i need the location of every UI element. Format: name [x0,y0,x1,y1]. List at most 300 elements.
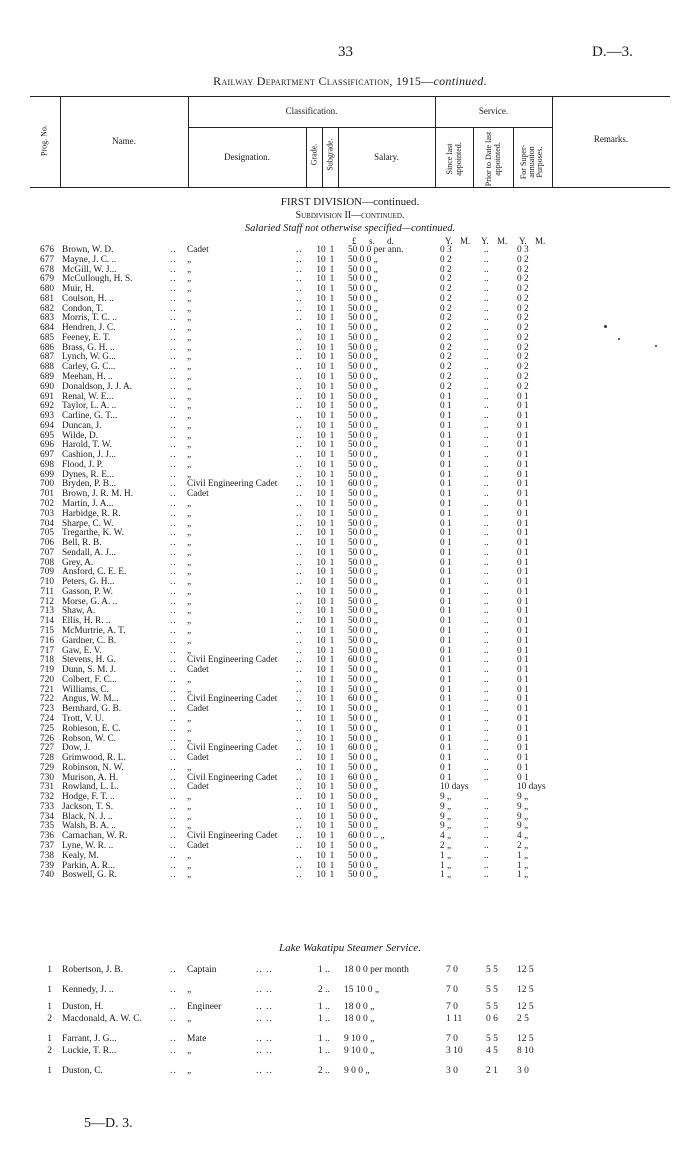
cell-des: „ [187,577,192,588]
cell-sal: 60 0 0 „ [348,694,378,705]
leader-dots: .. [170,1046,177,1056]
cell-no: 1 [47,1066,52,1076]
cell-s: 1 [329,723,335,734]
cell-g: 10 [316,489,326,500]
cell-sl: 9 „ [440,792,452,803]
cell-s: 1 [329,518,335,529]
cell-no: 698 [40,459,54,470]
cell-s: 1 [329,635,335,646]
leader-dots: .. [296,821,303,832]
cell-sa: 1 „ [517,870,529,881]
cell-name: Brown, J. R. M. H. [62,489,134,500]
cell-dt: .. [484,254,489,265]
leader-dots: .. [170,479,177,490]
cell-name: Peters, G. H... [62,577,115,588]
table-row [0,964,700,976]
cell-name: Lynch, W. G... [62,352,116,363]
cell-sal: 50 0 0 „ [348,538,378,549]
cell-name: Ellis, H. R. .. [62,616,111,627]
cell-dt: .. [484,655,489,666]
cell-sa: 3 0 [517,1066,529,1076]
cell-s: 1 [329,616,335,627]
cell-sal: 60 0 0 .. „ [348,831,385,842]
leader-dots: .. [296,469,303,480]
cell-dt: .. [484,479,489,490]
cell-des: Engineer [187,1002,222,1012]
cell-no: 718 [40,655,54,666]
cell-des: „ [187,1014,192,1024]
cell-no: 740 [40,870,54,881]
cell-dt: .. [484,489,489,500]
leader-dots: .. [170,733,177,744]
cell-sa: 0 1 [517,440,529,451]
leader-dots: .. [170,362,177,373]
cell-s: 1 [329,772,335,783]
cell-g: 10 [316,850,326,861]
leader-dots: .. [170,1002,177,1012]
cell-no: 696 [40,440,54,451]
cell-dt: .. [484,538,489,549]
cell-name: Duston, C. [62,1066,103,1076]
cell-s: 1 [329,811,335,822]
cell-name: Grimwood, R. L. [62,753,126,764]
cell-no: 711 [40,586,54,597]
cell-no: 691 [40,391,54,402]
cell-des: „ [187,538,192,549]
cell-sl: 0 1 [440,635,452,646]
cell-des: „ [187,1066,192,1076]
cell-name: Ansford, C. E. E. [62,567,127,578]
cell-sa: 0 1 [517,479,529,490]
cell-sa: 12 5 [517,965,534,975]
leader-dots: .. [170,840,177,851]
cell-dt: .. [484,743,489,754]
cell-g: 10 [316,557,326,568]
cell-sl: 0 2 [440,284,452,295]
cell-sl: 0 1 [440,459,452,470]
cell-s: 1 [329,626,335,637]
leader-dots: .. [170,469,177,480]
leader-dots: .. [170,965,177,975]
cell-dt: .. [484,332,489,343]
cell-no: 1 [47,965,52,975]
cell-des: „ [187,596,192,607]
cell-sal: 50 0 0 „ [348,489,378,500]
cell-dt: .. [484,577,489,588]
leader-dots: .. [296,723,303,734]
cell-dt: .. [484,665,489,676]
table-row [0,1065,700,1077]
cell-sa: 0 2 [517,264,529,275]
leader-dots: .. [296,831,303,842]
cell-sa: 0 1 [517,606,529,617]
cell-sl: 0 1 [440,577,452,588]
cell-des: „ [187,518,192,529]
cell-no: 709 [40,567,54,578]
leader-dots: .. [170,303,177,314]
cell-sal: 50 0 0 „ [348,391,378,402]
leader-dots: .. [296,440,303,451]
table-row [0,803,700,813]
cell-sl: 0 1 [440,665,452,676]
leader-dots: .. [296,606,303,617]
print-speck [618,338,620,340]
leader-dots: .. [296,332,303,343]
cell-g: 10 [316,762,326,773]
cell-sa: 0 1 [517,645,529,656]
cell-g: 10 [316,674,326,685]
cell-s: 1 [329,264,335,275]
cell-dt: .. [484,811,489,822]
leader-dots: .. .. [256,1034,273,1044]
leader-dots: .. [296,303,303,314]
cell-sal: 50 0 0 „ [348,332,378,343]
leader-dots: .. [170,860,177,871]
leader-dots: .. [170,293,177,304]
cell-g: 10 [316,274,326,285]
leader-dots: .. [170,342,177,353]
cell-sal: 50 0 0 „ [348,733,378,744]
cell-sl: 2 „ [440,840,452,851]
table-row [0,1033,700,1045]
cell-dt: .. [484,704,489,715]
cell-name: Gardner, C. B. [62,635,117,646]
cell-sl: 0 1 [440,753,452,764]
unit-y3: Y. [519,236,527,246]
cell-sl: 7 0 [446,1034,458,1044]
cell-dt: .. [484,450,489,461]
unit-m1: M. [460,236,471,246]
cell-des: „ [187,284,192,295]
leader-dots: .. [170,274,177,285]
cell-sl: 0 1 [440,596,452,607]
leader-dots: .. [170,645,177,656]
cell-sa: 0 2 [517,372,529,382]
cell-sl: 0 1 [440,694,452,705]
cell-g: 10 [316,577,326,588]
cell-sal: 15 10 0 „ [344,985,380,995]
cell-s: 1 [329,381,335,392]
cell-des: „ [187,430,192,441]
cell-dt: .. [484,430,489,441]
cell-des: „ [187,381,192,392]
cell-no: 676 [40,245,54,255]
cell-s: 1 [329,332,335,343]
cell-dt: .. [484,547,489,558]
cell-des: „ [187,499,192,510]
cell-g: 2 .. [318,985,330,995]
cell-sa: 0 2 [517,332,529,343]
running-head [0,74,700,89]
leader-dots: .. .. [256,1066,273,1076]
cell-dt: .. [484,411,489,422]
cell-s: 1 [329,557,335,568]
cell-sal: 50 0 0 „ [348,840,378,851]
leader-dots: .. [296,782,303,793]
cell-sl: 0 1 [440,733,452,744]
cell-sa: 0 1 [517,684,529,695]
cell-no: 680 [40,284,54,295]
cell-g: 10 [316,352,326,363]
cell-g: 10 [316,586,326,597]
cell-sal: 50 0 0 „ [348,440,378,451]
cell-dt: .. [484,626,489,637]
cell-sl: 0 1 [440,713,452,724]
cell-g: 10 [316,342,326,353]
cell-s: 1 [329,713,335,724]
leader-dots: .. [170,694,177,705]
cell-g: 10 [316,518,326,529]
cell-s: 1 [329,499,335,510]
cell-no: 736 [40,831,54,842]
cell-name: Muir, H. [62,284,94,295]
leader-dots: .. [296,577,303,588]
cell-des: „ [187,547,192,558]
cell-name: Trott, V. U. [62,713,104,724]
leader-dots: .. [296,586,303,597]
leader-dots: .. [296,616,303,627]
cell-sl: 0 2 [440,342,452,353]
cell-sa: 0 1 [517,489,529,500]
cell-sl: 0 1 [440,684,452,695]
cell-des: „ [187,362,192,373]
cell-sl: 0 1 [440,762,452,773]
cell-des: „ [187,684,192,695]
cell-name: Sendall, A. J... [62,547,116,558]
cell-sl: 0 1 [440,469,452,480]
cell-sal: 50 0 0 „ [348,508,378,519]
cell-s: 1 [329,323,335,334]
leader-dots: .. [296,694,303,705]
cell-sal: 50 0 0 „ [348,293,378,304]
cell-s: 1 [329,430,335,441]
cell-s: 1 [329,411,335,422]
cell-s: 1 [329,645,335,656]
cell-g: 1 .. [318,1046,330,1056]
cell-sa: 0 1 [517,469,529,480]
cell-sl: 0 1 [440,401,452,412]
leader-dots: .. [170,684,177,695]
cell-dt: 0 6 [486,1014,498,1024]
table-row [0,422,700,432]
cell-des: „ [187,323,192,334]
cell-no: 734 [40,811,54,822]
cell-des: „ [187,1046,192,1056]
cell-des: „ [187,332,192,343]
cell-g: 10 [316,567,326,578]
cell-sa: 0 2 [517,352,529,363]
cell-des: „ [187,469,192,480]
cell-name: Wilde, D. [62,430,99,441]
cell-s: 1 [329,753,335,764]
cell-no: 729 [40,762,54,773]
cell-s: 1 [329,508,335,519]
cell-no: 717 [40,645,54,656]
cell-sal: 50 0 0 „ [348,518,378,529]
cell-no: 719 [40,665,54,676]
cell-sa: 0 2 [517,293,529,304]
leader-dots: .. [296,753,303,764]
leader-dots: .. [296,665,303,676]
unit-m2: M. [497,236,508,246]
leader-dots: .. [296,450,303,461]
service-header: Service. [478,106,509,116]
leader-dots: .. [170,1066,177,1076]
cell-sa: 0 1 [517,557,529,568]
cell-no: 712 [40,596,54,607]
cell-g: 10 [316,528,326,539]
leader-dots: .. [170,459,177,470]
cell-dt: .. [484,557,489,568]
leader-dots: .. [170,831,177,842]
cell-dt: .. [484,264,489,275]
leader-dots: .. [170,284,177,295]
leader-dots: .. [170,626,177,637]
cell-sal: 50 0 0 „ [348,860,378,871]
cell-sa: 0 1 [517,450,529,461]
leader-dots: .. [170,381,177,392]
leader-dots: .. [296,655,303,666]
cell-dt: .. [484,440,489,451]
cell-sal: 50 0 0 „ [348,870,378,881]
leader-dots: .. [170,723,177,734]
prog-no-header: Prog. No. [39,125,49,156]
cell-s: 1 [329,567,335,578]
running-head-title: Railway Department Classification [213,74,390,88]
unit-y1: Y. [445,236,453,246]
leader-dots: .. [170,313,177,324]
leader-dots: .. [170,762,177,773]
leader-dots: .. [296,323,303,334]
leader-dots: .. [296,352,303,363]
leader-dots: .. [296,801,303,812]
leader-dots: .. [170,985,177,995]
cell-des: „ [187,567,192,578]
leader-dots: .. [170,792,177,803]
cell-s: 1 [329,547,335,558]
cell-no: 703 [40,508,54,519]
cell-s: 1 [329,596,335,607]
cell-g: 10 [316,626,326,637]
cell-dt: .. [484,684,489,695]
cell-dt: .. [484,401,489,412]
leader-dots: .. [170,811,177,822]
cell-dt: .. [484,459,489,470]
cell-dt: .. [484,284,489,295]
cell-g: 10 [316,801,326,812]
cell-sa: 10 days [517,782,546,793]
leader-dots: .. [170,870,177,881]
cell-des: „ [187,762,192,773]
cell-no: 732 [40,792,54,803]
cell-sl: 0 1 [440,479,452,490]
cell-no: 686 [40,342,54,353]
leader-dots: .. [296,860,303,871]
cell-sl: 0 1 [440,518,452,529]
leader-dots: .. [296,293,303,304]
cell-g: 10 [316,772,326,783]
cell-g: 10 [316,782,326,793]
cell-name: Cashion, J. J... [62,450,116,461]
cell-sa: 0 2 [517,313,529,324]
remarks-header: Remarks. [593,134,629,144]
cell-dt: .. [484,840,489,851]
cell-des: „ [187,391,192,402]
cell-name: Robinson, N. W. [62,762,124,773]
cell-sal: 50 0 0 „ [348,792,378,803]
cell-name: Dynes, R. E... [62,469,114,480]
leader-dots: .. [296,743,303,754]
cell-des: Civil Engineering Cadet [187,479,278,490]
cell-g: 10 [316,284,326,295]
leader-dots: .. [170,772,177,783]
cell-name: Kennedy, J. .. [62,985,114,995]
cell-name: Flood, J. P. [62,459,104,470]
leader-dots: .. [296,401,303,412]
cell-sl: 0 2 [440,372,452,382]
leader-dots: .. [170,401,177,412]
cell-name: Walsh, B. A. .. [62,821,117,832]
cell-s: 1 [329,792,335,803]
cell-sa: 0 2 [517,323,529,334]
cell-sa: 12 5 [517,1034,534,1044]
cell-s: 1 [329,577,335,588]
cell-sal: 50 0 0 „ [348,616,378,627]
cell-des: „ [187,811,192,822]
cell-dt: 5 5 [486,1002,498,1012]
cell-dt: .. [484,362,489,373]
cell-g: 10 [316,430,326,441]
cell-sl: 4 „ [440,831,452,842]
cell-name: Murison, A. H. [62,772,119,783]
cell-name: Meehan, H. .. [62,372,113,382]
cell-s: 1 [329,821,335,832]
leader-dots: .. [170,606,177,617]
cell-sal: 60 0 0 „ [348,772,378,783]
cell-des: „ [187,586,192,597]
cell-no: 695 [40,430,54,441]
cell-no: 708 [40,557,54,568]
cell-sl: 0 1 [440,430,452,441]
cell-no: 733 [40,801,54,812]
cell-s: 1 [329,313,335,324]
salary-header: Salary. [374,152,399,162]
cell-dt: .. [484,245,489,255]
cell-no: 723 [40,704,54,715]
cell-sa: 8 10 [517,1046,534,1056]
cell-g: 10 [316,547,326,558]
cell-dt: .. [484,342,489,353]
cell-sl: 7 0 [446,1002,458,1012]
cell-g: 10 [316,743,326,754]
cell-sa: 0 2 [517,362,529,373]
cell-no: 737 [40,840,54,851]
cell-sl: 9 „ [440,821,452,832]
cell-dt: .. [484,860,489,871]
cell-no: 699 [40,469,54,480]
cell-g: 10 [316,665,326,676]
cell-dt: .. [484,821,489,832]
cell-sl: 0 1 [440,440,452,451]
cell-no: 730 [40,772,54,783]
cell-dt: .. [484,518,489,529]
table-row [0,510,700,520]
cell-des: „ [187,303,192,314]
leader-dots: .. [170,420,177,431]
cell-name: Colbert, F. C... [62,674,117,685]
cell-s: 1 [329,606,335,617]
leader-dots: .. [296,499,303,510]
